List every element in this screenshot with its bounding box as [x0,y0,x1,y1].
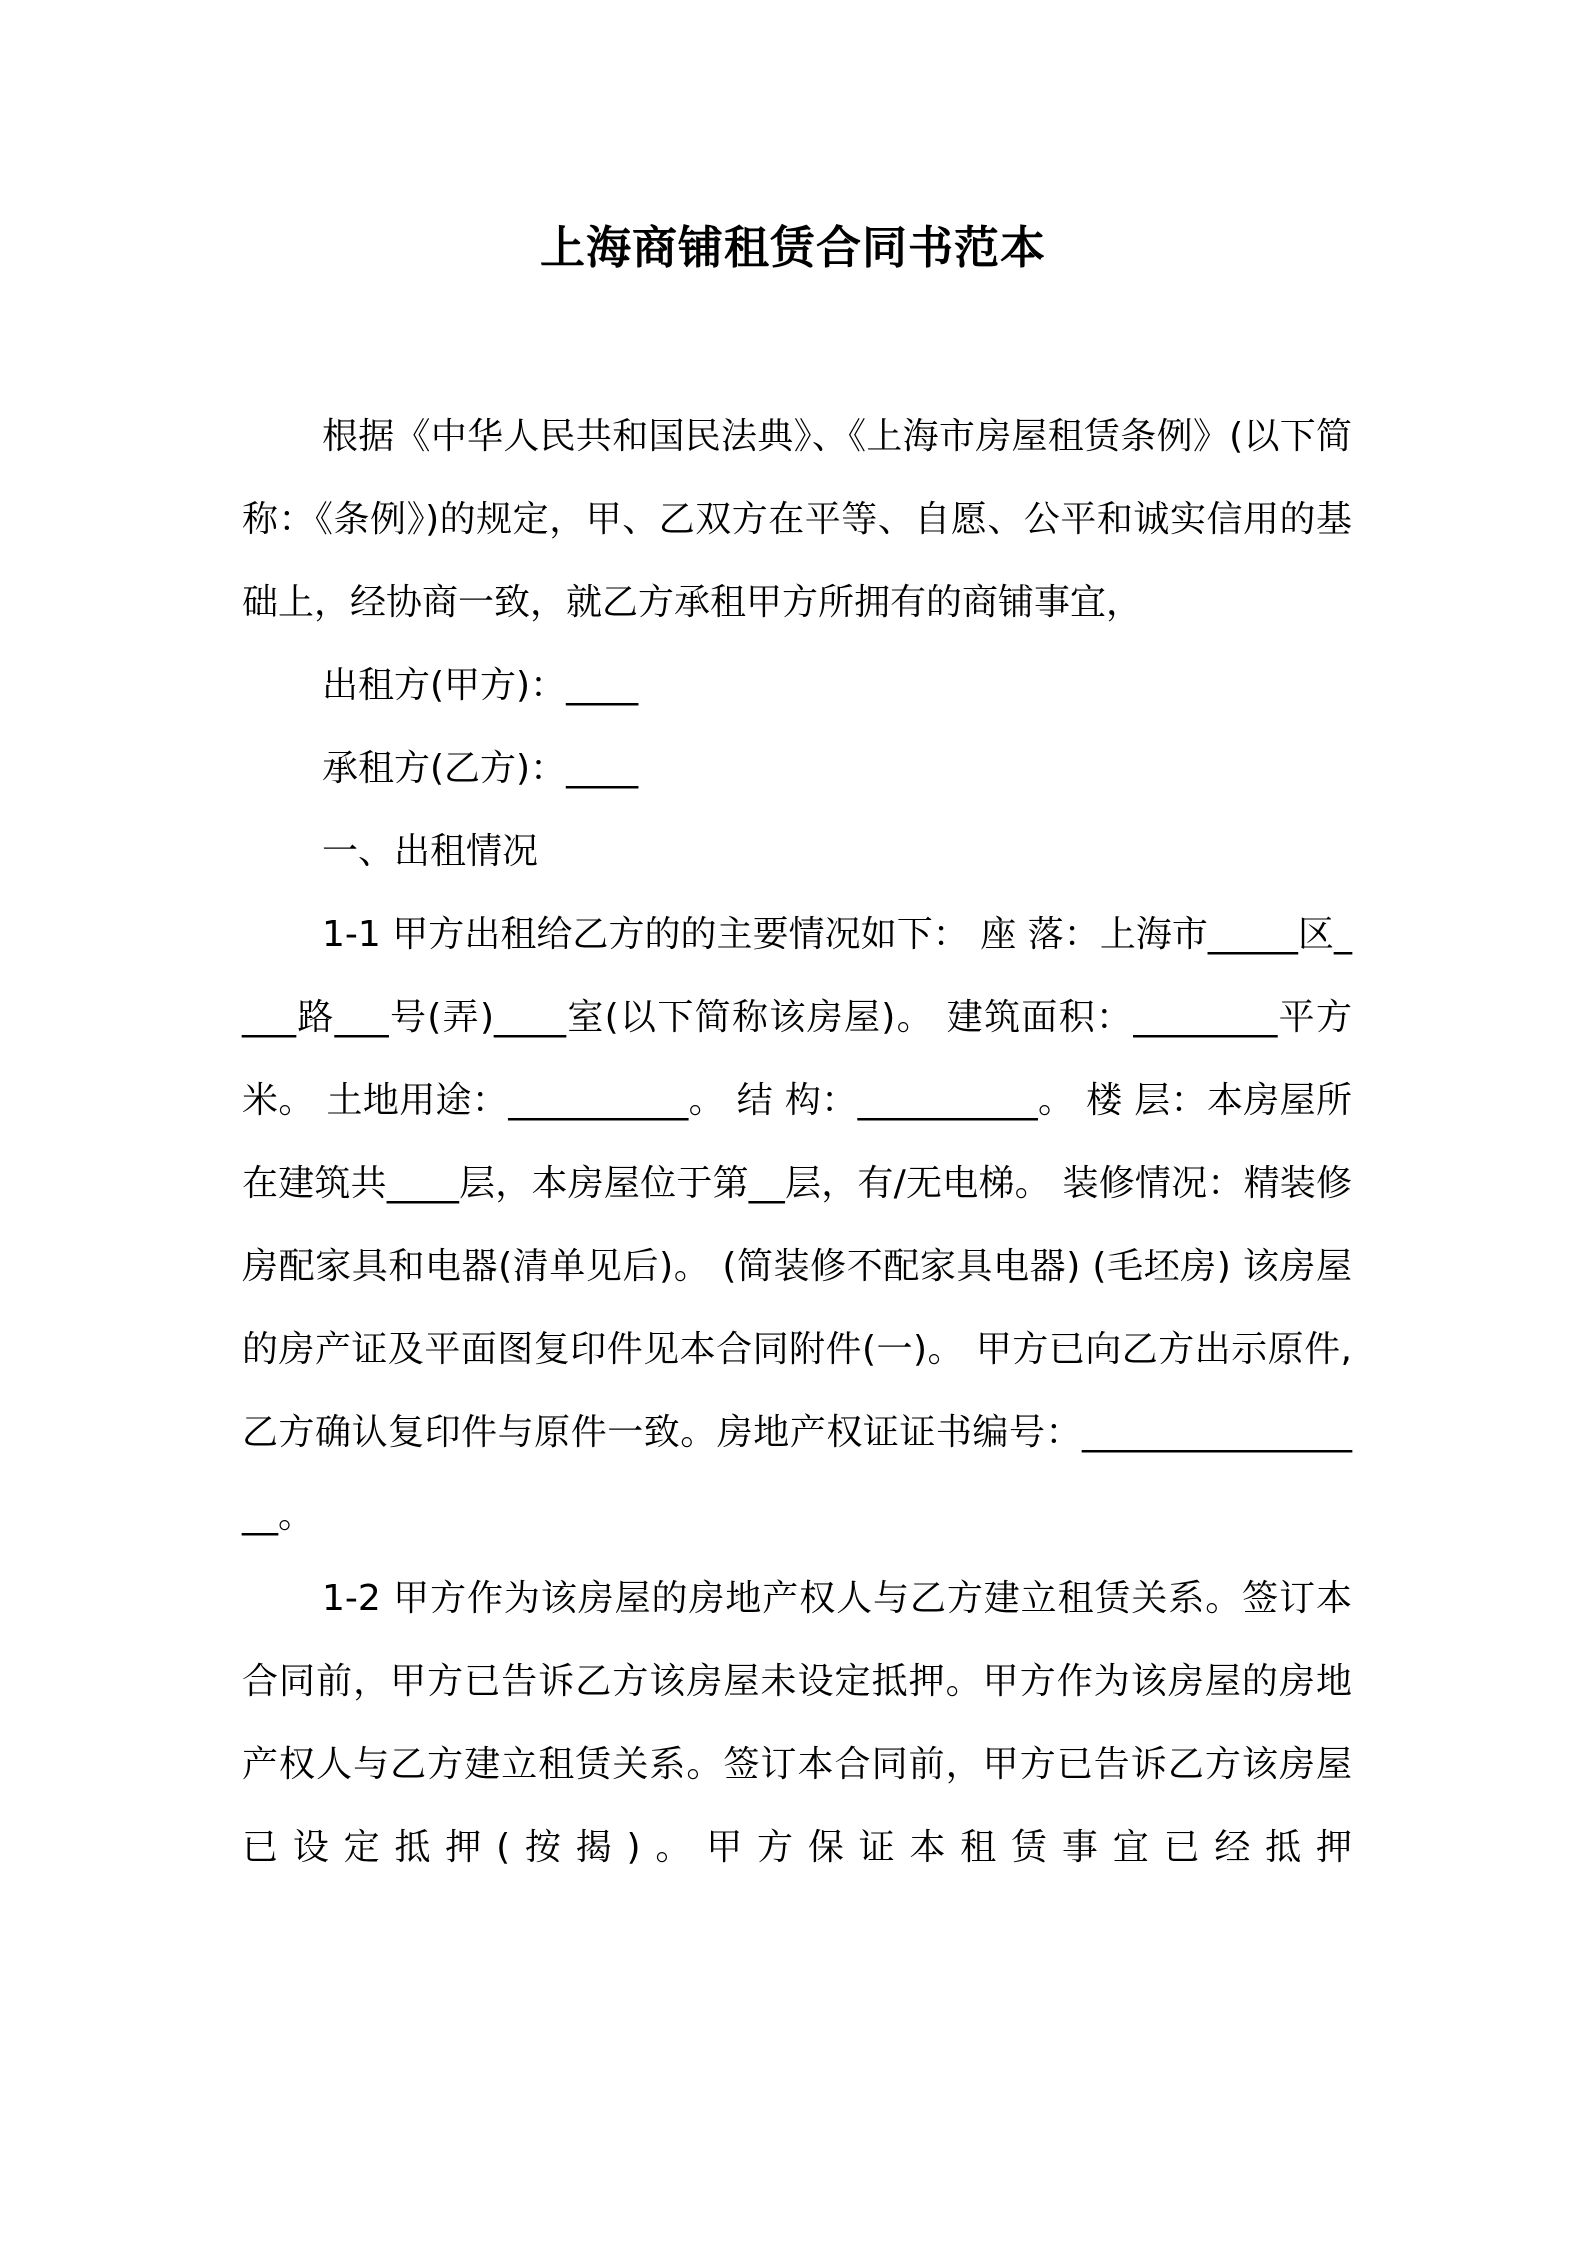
paragraph-preamble: 根据《中华人民共和国民法典》、《上海市房屋租赁条例》(以下简称：《条例》)的规定，甲、乙双方在平等、自愿、公平和诚实信用的基础上，经协商一致，就乙方承租甲方所拥有的商铺事宜， [242,416,1352,623]
paragraph-clause-1-2: 1-2 甲方作为该房屋的房地产权人与乙方建立租赁关系。签订本合同前，甲方已告诉乙方该房屋未设定抵押。甲方作为该房屋的房地产权人与乙方建立租赁关系。签订本合同前，甲方已告诉乙方该房屋已设定抵押(按揭)。甲方保证本租赁事宜已经抵押 [242,1578,1352,1868]
paragraph-clause-1-1: 1-1 甲方出租给乙方的的主要情况如下： 座 落：上海市_____区____路___号(弄)____室(以下简称该房屋)。 建筑面积：________平方米。 土地用途：__________。 结 构：__________。 楼 层：本房屋所在建筑共____层，本房屋位于第__层，有/无电梯。 装修情况：精装修房配家具和电器(清单见后)。 (简装修不配家具电器) (毛坯房) 该房屋的房产证及平面图复印件见本合同附件(一)。 甲方已向乙方出示原件,乙方确认复印件与原件一致。房地产权证证书编号：_________________。 [242,914,1352,1536]
document-title: 上海商铺租赁合同书范本 [539,221,1046,274]
paragraph-lessee: 承租方(乙方)：____ [322,748,639,789]
paragraph-lessor: 出租方(甲方)：____ [322,665,639,706]
document-body [242,395,1352,1889]
section-heading-rental-info: 一、出租情况 [322,831,539,872]
